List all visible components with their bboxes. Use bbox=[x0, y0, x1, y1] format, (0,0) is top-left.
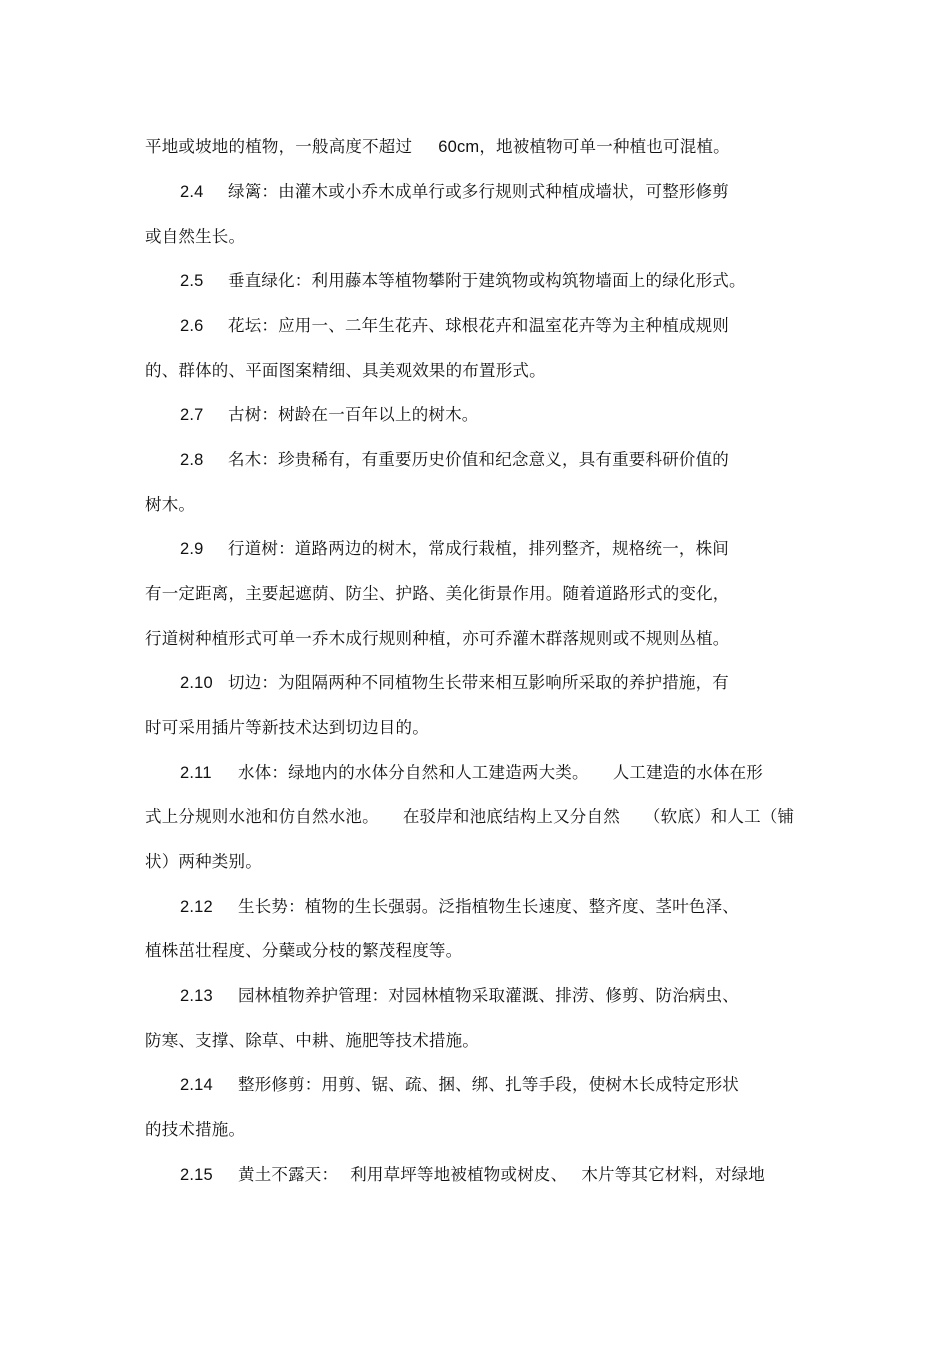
section-2-14 bbox=[180, 1074, 739, 1096]
section-2-4 bbox=[180, 181, 729, 203]
section-number: 2.11 bbox=[180, 764, 212, 782]
text-line bbox=[145, 494, 195, 516]
line-text: 植株茁壮程度、分蘖或分枝的繁茂程度等。 bbox=[145, 941, 463, 960]
line-text: 绿篱：由灌木或小乔木成单行或多行规则式种植成墙状，可整形修剪 bbox=[228, 182, 729, 201]
section-number: 2.12 bbox=[180, 898, 213, 916]
line-text: 园林植物养护管理：对园林植物采取灌溉、排涝、修剪、防治病虫、 bbox=[238, 986, 739, 1005]
line-text: 名木：珍贵稀有，有重要历史价值和纪念意义，具有重要科研价值的 bbox=[228, 450, 729, 469]
line-text: 在驳岸和池底结构上又分自然 bbox=[402, 807, 620, 826]
line-text: 黄土不露天： bbox=[238, 1165, 339, 1184]
text-line bbox=[145, 226, 245, 248]
line-text: 防寒、支撑、除草、中耕、施肥等技术措施。 bbox=[145, 1031, 479, 1050]
section-number: 2.13 bbox=[180, 987, 213, 1005]
text-line bbox=[145, 1119, 245, 1141]
section-2-10 bbox=[180, 672, 729, 694]
section-number: 2.14 bbox=[180, 1076, 213, 1094]
line-text: 切边：为阻隔两种不同植物生长带来相互影响所采取的养护措施，有 bbox=[228, 673, 729, 692]
section-2-7 bbox=[180, 404, 479, 426]
section-number: 2.15 bbox=[180, 1166, 213, 1184]
text-line bbox=[145, 717, 429, 739]
measurement-value: 60cm bbox=[438, 138, 480, 156]
section-2-9 bbox=[180, 538, 729, 560]
line-text: 平地或坡地的植物，一般高度不超过 bbox=[145, 137, 413, 156]
section-2-8 bbox=[180, 449, 729, 471]
line-text: ，地被植物可单一种植也可混植。 bbox=[479, 137, 730, 156]
section-number: 2.6 bbox=[180, 317, 204, 335]
section-2-12 bbox=[180, 896, 739, 918]
section-2-13 bbox=[180, 985, 739, 1007]
section-number: 2.5 bbox=[180, 272, 204, 290]
line-text: 的技术措施。 bbox=[145, 1120, 246, 1139]
section-number: 2.8 bbox=[180, 451, 204, 469]
line-text: 状）两种类别。 bbox=[145, 852, 262, 871]
line-text: 式上分规则水池和仿自然水池。 bbox=[145, 807, 379, 826]
text-line bbox=[145, 806, 794, 828]
section-number: 2.4 bbox=[180, 183, 204, 201]
line-text: 利用草坪等地被植物或树皮、 bbox=[350, 1165, 568, 1184]
line-text: 水体：绿地内的水体分自然和人工建造两大类。 bbox=[238, 763, 589, 782]
text-line bbox=[145, 851, 262, 873]
line-text: 古树：树龄在一百年以上的树木。 bbox=[228, 405, 479, 424]
line-text: 的、群体的、平面图案精细、具美观效果的布置形式。 bbox=[145, 361, 546, 380]
text-line bbox=[145, 628, 730, 650]
line-text: 有一定距离，主要起遮荫、防尘、护路、美化街景作用。随着道路形式的变化， bbox=[145, 584, 730, 603]
line-text: 木片等其它材料，对绿地 bbox=[581, 1165, 766, 1184]
text-line bbox=[145, 1030, 479, 1052]
line-text: 时可采用插片等新技术达到切边目的。 bbox=[145, 718, 429, 737]
section-number: 2.9 bbox=[180, 540, 204, 558]
section-2-5 bbox=[180, 270, 746, 292]
section-2-11 bbox=[180, 762, 763, 784]
line-text: 行道树种植形式可单一乔木成行规则种植，亦可乔灌木群落规则或不规则丛植。 bbox=[145, 629, 730, 648]
line-text: 树木。 bbox=[145, 495, 196, 514]
line-text: 生长势：植物的生长强弱。泛指植物生长速度、整齐度、茎叶色泽、 bbox=[238, 897, 739, 916]
line-text: 花坛：应用一、二年生花卉、球根花卉和温室花卉等为主种植成规则 bbox=[228, 316, 729, 335]
text-line bbox=[145, 136, 730, 158]
section-2-15 bbox=[180, 1164, 765, 1186]
line-text: 整形修剪：用剪、锯、疏、捆、绑、扎等手段，使树木长成特定形状 bbox=[238, 1075, 739, 1094]
text-line bbox=[145, 360, 546, 382]
line-text: 垂直绿化：利用藤本等植物攀附于建筑物或构筑物墙面上的绿化形式。 bbox=[228, 271, 746, 290]
text-line bbox=[145, 940, 462, 962]
line-text: 或自然生长。 bbox=[145, 227, 246, 246]
section-2-6 bbox=[180, 315, 729, 337]
line-text: 行道树：道路两边的树木，常成行栽植，排列整齐，规格统一，株间 bbox=[228, 539, 729, 558]
line-text: （软底）和人工（铺 bbox=[643, 807, 795, 826]
section-number: 2.10 bbox=[180, 674, 213, 692]
text-line bbox=[145, 583, 730, 605]
line-text: 人工建造的水体在形 bbox=[612, 763, 764, 782]
section-number: 2.7 bbox=[180, 406, 204, 424]
